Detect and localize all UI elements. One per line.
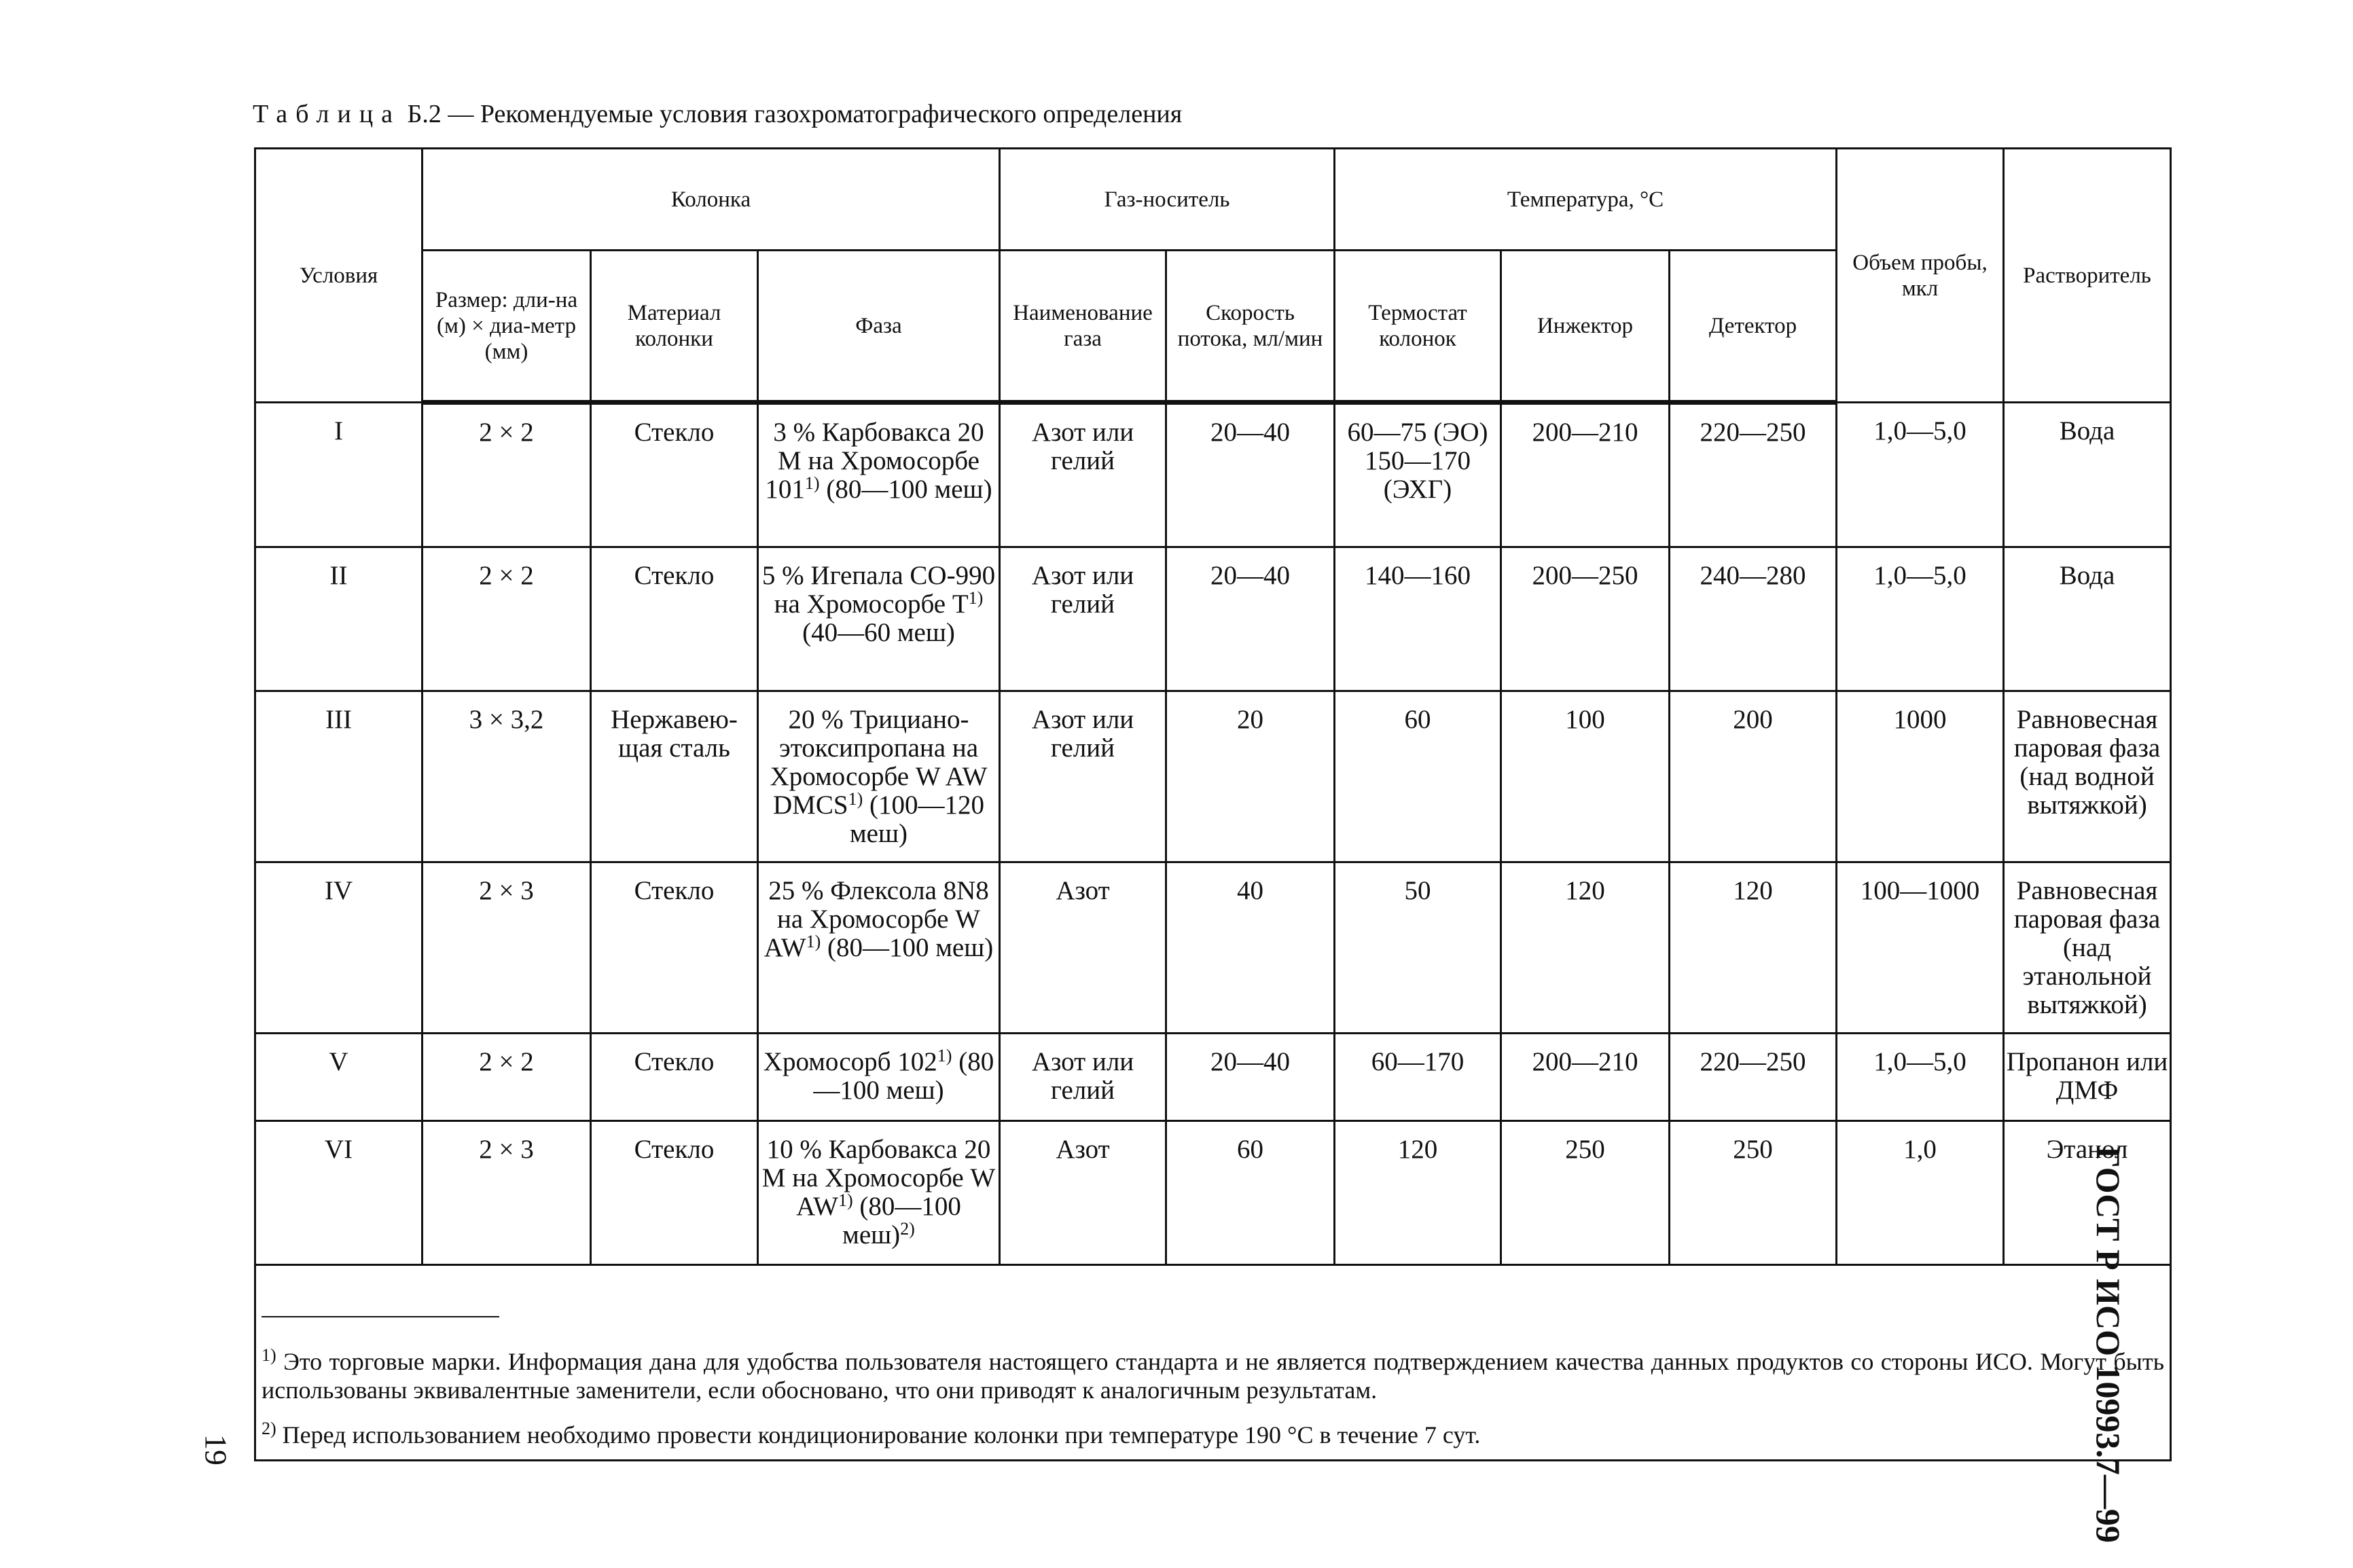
cell-flow: 20: [1166, 691, 1335, 862]
header-solvent: Растворитель: [2004, 149, 2171, 403]
cell-size: 2 × 3: [423, 1121, 591, 1265]
phase-mesh: (100—120 меш): [849, 790, 984, 848]
footnote-1-mark: 1): [262, 1345, 276, 1365]
cell-solvent: Вода: [2004, 547, 2171, 691]
cell-gas: Азот или гелий: [1000, 547, 1166, 691]
cell-size: 2 × 2: [423, 403, 591, 547]
cell-size: 2 × 2: [423, 547, 591, 691]
table-row: [255, 691, 2171, 862]
phase-text: 20 % Трициано-этоксипропана на Хромосорбе W AW DMCS: [770, 705, 988, 820]
footnotes-cell: [255, 1265, 2171, 1461]
footnote-2-text: Перед использованием необходимо провести кондиционирование колонки при температуре 190 °С в течение 7 сут.: [276, 1421, 1481, 1448]
cell-flow: 20—40: [1166, 547, 1335, 691]
phase-text: 5 % Игепала СО-990 на Хромосорбе Т: [761, 561, 996, 619]
cell-injector: 200—210: [1501, 1034, 1670, 1121]
cell-flow: 20—40: [1166, 1034, 1335, 1121]
footnotes-row: [255, 1265, 2171, 1461]
cell-thermostat: 120: [1335, 1121, 1501, 1265]
phase-text: 3 % Карбовакса 20 М на Хромосорбе 101: [765, 418, 984, 504]
header-material: Материал колонки: [591, 251, 758, 403]
caption-text: Б.2 — Рекомендуемые условия газохроматографического определения: [407, 100, 1183, 128]
cell-flow: 60: [1166, 1121, 1335, 1265]
cell-injector: 200—250: [1501, 547, 1670, 691]
cell-volume: 1,0: [1837, 1121, 2004, 1265]
cell-phase: [758, 1121, 1000, 1265]
conditions-table: [254, 147, 2172, 1461]
cell-thermostat: 50: [1335, 862, 1501, 1034]
cell-gas: Азот или гелий: [1000, 691, 1166, 862]
footnote-2-mark: 2): [262, 1419, 276, 1438]
cell-condition: I: [255, 403, 423, 547]
cell-thermostat: 60—170: [1335, 1034, 1501, 1121]
cell-material: Стекло: [591, 547, 758, 691]
cell-volume: 1000: [1837, 691, 2004, 862]
header-injector: Инжектор: [1501, 251, 1670, 403]
cell-condition: III: [255, 691, 423, 862]
cell-solvent: Вода: [2004, 403, 2171, 547]
cell-condition: II: [255, 547, 423, 691]
cell-detector: 220—250: [1670, 1034, 1837, 1121]
cell-solvent: Этанол: [2004, 1121, 2171, 1265]
cell-material: Стекло: [591, 403, 758, 547]
cell-thermostat: 60—75 (ЭО) 150—170 (ЭХГ): [1335, 403, 1501, 547]
header-sample-volume: Объем пробы, мкл: [1837, 149, 2004, 403]
cell-material: Стекло: [591, 1121, 758, 1265]
table-row: [255, 403, 2171, 547]
phase-mesh: (80—100 меш): [819, 475, 992, 504]
phase-text: 10 % Карбовакса 20 М на Хромосорбе W AW: [761, 1135, 996, 1221]
cell-phase: [758, 691, 1000, 862]
cell-volume: 1,0—5,0: [1837, 403, 2004, 547]
cell-material: Стекло: [591, 1034, 758, 1121]
cell-volume: 1,0—5,0: [1837, 547, 2004, 691]
cell-condition: V: [255, 1034, 423, 1121]
phase-mesh: (80—100 меш): [813, 1047, 994, 1105]
header-gas-name: Наименование газа: [1000, 251, 1166, 403]
header-column: Колонка: [423, 149, 1000, 251]
header-phase: Фаза: [758, 251, 1000, 403]
footnote-ref: 1): [806, 932, 821, 951]
header-temperature: Температура, °С: [1335, 149, 1837, 251]
cell-solvent: Равновесная паровая фаза (над водной вытяжкой): [2004, 691, 2171, 862]
cell-condition: IV: [255, 862, 423, 1034]
footnote-2: [262, 1421, 2164, 1449]
table-body: [255, 403, 2171, 1461]
cell-detector: 120: [1670, 862, 1837, 1034]
cell-gas: Азот: [1000, 1121, 1166, 1265]
cell-detector: 240—280: [1670, 547, 1837, 691]
footnote-1: [262, 1347, 2164, 1404]
header-carrier-gas: Газ-носитель: [1000, 149, 1335, 251]
cell-detector: 220—250: [1670, 403, 1837, 547]
phase-mesh: (80—100 меш): [821, 933, 994, 962]
footnote-ref: 1): [848, 789, 863, 809]
header-thermostat: Термостат колонок: [1335, 251, 1501, 403]
cell-phase: [758, 403, 1000, 547]
footnote-ref: 1): [937, 1046, 952, 1065]
cell-gas: Азот: [1000, 862, 1166, 1034]
footnote-rule: [262, 1316, 499, 1317]
cell-phase: [758, 547, 1000, 691]
cell-material: Нержавею-щая сталь: [591, 691, 758, 862]
header-conditions: Условия: [255, 149, 423, 403]
cell-detector: 250: [1670, 1121, 1837, 1265]
table-caption: [253, 99, 1182, 129]
cell-thermostat: 60: [1335, 691, 1501, 862]
cell-size: 3 × 3,2: [423, 691, 591, 862]
cell-injector: 100: [1501, 691, 1670, 862]
table-row: [255, 1121, 2171, 1265]
cell-thermostat: 140—160: [1335, 547, 1501, 691]
cell-gas: Азот или гелий: [1000, 403, 1166, 547]
page-number: 19: [198, 1434, 234, 1465]
cell-phase: [758, 1034, 1000, 1121]
cell-injector: 120: [1501, 862, 1670, 1034]
phase-mesh: (40—60 меш): [802, 618, 955, 647]
cell-detector: 200: [1670, 691, 1837, 862]
phase-mesh: (80—100 меш): [842, 1192, 961, 1250]
table-row: [255, 547, 2171, 691]
cell-flow: 40: [1166, 862, 1335, 1034]
cell-material: Стекло: [591, 862, 758, 1034]
standard-code: ГОСТ Р ИСО 10993.7—99: [2089, 1146, 2127, 1543]
cell-solvent: Равновесная паровая фаза (над этанольной вытяжкой): [2004, 862, 2171, 1034]
caption-label: Таблица: [253, 100, 401, 128]
header-size: Размер: дли-на (м) × диа-метр (мм): [423, 251, 591, 403]
phase-text: 25 % Флексола 8N8 на Хромосорбе W AW: [764, 876, 989, 962]
cell-volume: 100—1000: [1837, 862, 2004, 1034]
cell-phase: [758, 862, 1000, 1034]
footnote-1-text: Это торговые марки. Информация дана для удобства пользователя настоящего стандарта и не является подтверждением качества данных продуктов со стороны ИСО. Могут быть использованы эквивалентные заменители, если обосновано, что они приводят к аналогичным результатам.: [262, 1348, 2165, 1404]
cell-flow: 20—40: [1166, 403, 1335, 547]
cell-size: 2 × 3: [423, 862, 591, 1034]
header-flow-rate: Скорость потока, мл/мин: [1166, 251, 1335, 403]
cell-injector: 250: [1501, 1121, 1670, 1265]
phase-text: Хромосорб 102: [763, 1047, 937, 1076]
cell-solvent: Пропанон или ДМФ: [2004, 1034, 2171, 1121]
table-row: [255, 862, 2171, 1034]
cell-gas: Азот или гелий: [1000, 1034, 1166, 1121]
header-detector: Детектор: [1670, 251, 1837, 403]
cell-size: 2 × 2: [423, 1034, 591, 1121]
cell-injector: 200—210: [1501, 403, 1670, 547]
footnote-ref: 1): [804, 473, 820, 493]
footnote-ref-2: 2): [900, 1219, 915, 1239]
footnote-ref: 1): [838, 1190, 853, 1210]
cell-volume: 1,0—5,0: [1837, 1034, 2004, 1121]
footnote-ref: 1): [968, 588, 984, 608]
cell-condition: VI: [255, 1121, 423, 1265]
table-row: [255, 1034, 2171, 1121]
